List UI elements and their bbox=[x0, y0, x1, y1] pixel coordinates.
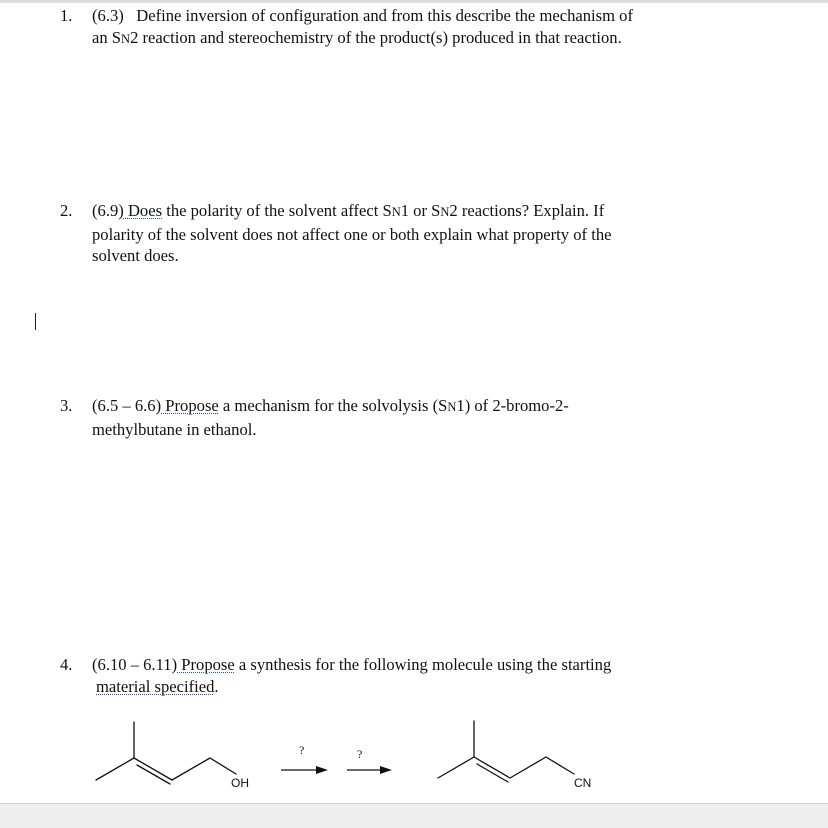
reaction-arrow-1 bbox=[281, 766, 328, 774]
question-ref: (6.10 – 6.11) bbox=[92, 655, 178, 674]
question-ref: (6.9) bbox=[92, 201, 124, 220]
spellcheck-word[interactable]: Propose bbox=[181, 655, 235, 674]
question-text: Define inversion of configuration and from this describe the mechanism of bbox=[136, 6, 633, 25]
question-4: 4. (6.10 – 6.11) Propose a synthesis for the following molecule using the starting material specified. bbox=[60, 655, 612, 696]
page-top-border bbox=[0, 0, 828, 3]
spellcheck-phrase[interactable]: material specified bbox=[96, 676, 215, 696]
status-bar bbox=[0, 803, 828, 828]
question-1: 1. (6.3) Define inversion of configuration and from this describe the mechanism of an SN2 reaction and stereochemistry of the product(s) produced in that reaction. bbox=[60, 6, 633, 47]
question-number: 4. bbox=[60, 655, 73, 674]
hydroxyl-group-label: OH bbox=[231, 776, 249, 790]
step-1-reagent: ? bbox=[299, 743, 305, 757]
step-2-reagent: ? bbox=[357, 747, 363, 761]
question-3: 3. (6.5 – 6.6) Propose a mechanism for the solvolysis (SN1) of 2-bromo-2- methylbutane in ethanol. bbox=[60, 396, 569, 439]
text-cursor bbox=[35, 313, 36, 330]
reaction-arrow-2 bbox=[347, 766, 392, 774]
product-structure bbox=[438, 721, 574, 782]
question-ref: (6.5 – 6.6) bbox=[92, 396, 162, 415]
spellcheck-word[interactable]: Propose bbox=[165, 396, 219, 415]
reaction-scheme bbox=[90, 712, 610, 797]
nitrile-group-label: CN bbox=[574, 776, 592, 790]
starting-material-structure bbox=[96, 722, 236, 784]
question-ref: (6.3) bbox=[92, 6, 124, 25]
spellcheck-word[interactable]: Does bbox=[127, 201, 163, 220]
question-number: 3. bbox=[60, 396, 73, 415]
question-number: 2. bbox=[60, 201, 73, 220]
question-number: 1. bbox=[60, 6, 73, 25]
question-2: 2. (6.9) Does the polarity of the solvent affect SN1 or SN2 reactions? Explain. If polarity of the solvent does not affect one or both explain what property of the solvent does. bbox=[60, 201, 612, 265]
